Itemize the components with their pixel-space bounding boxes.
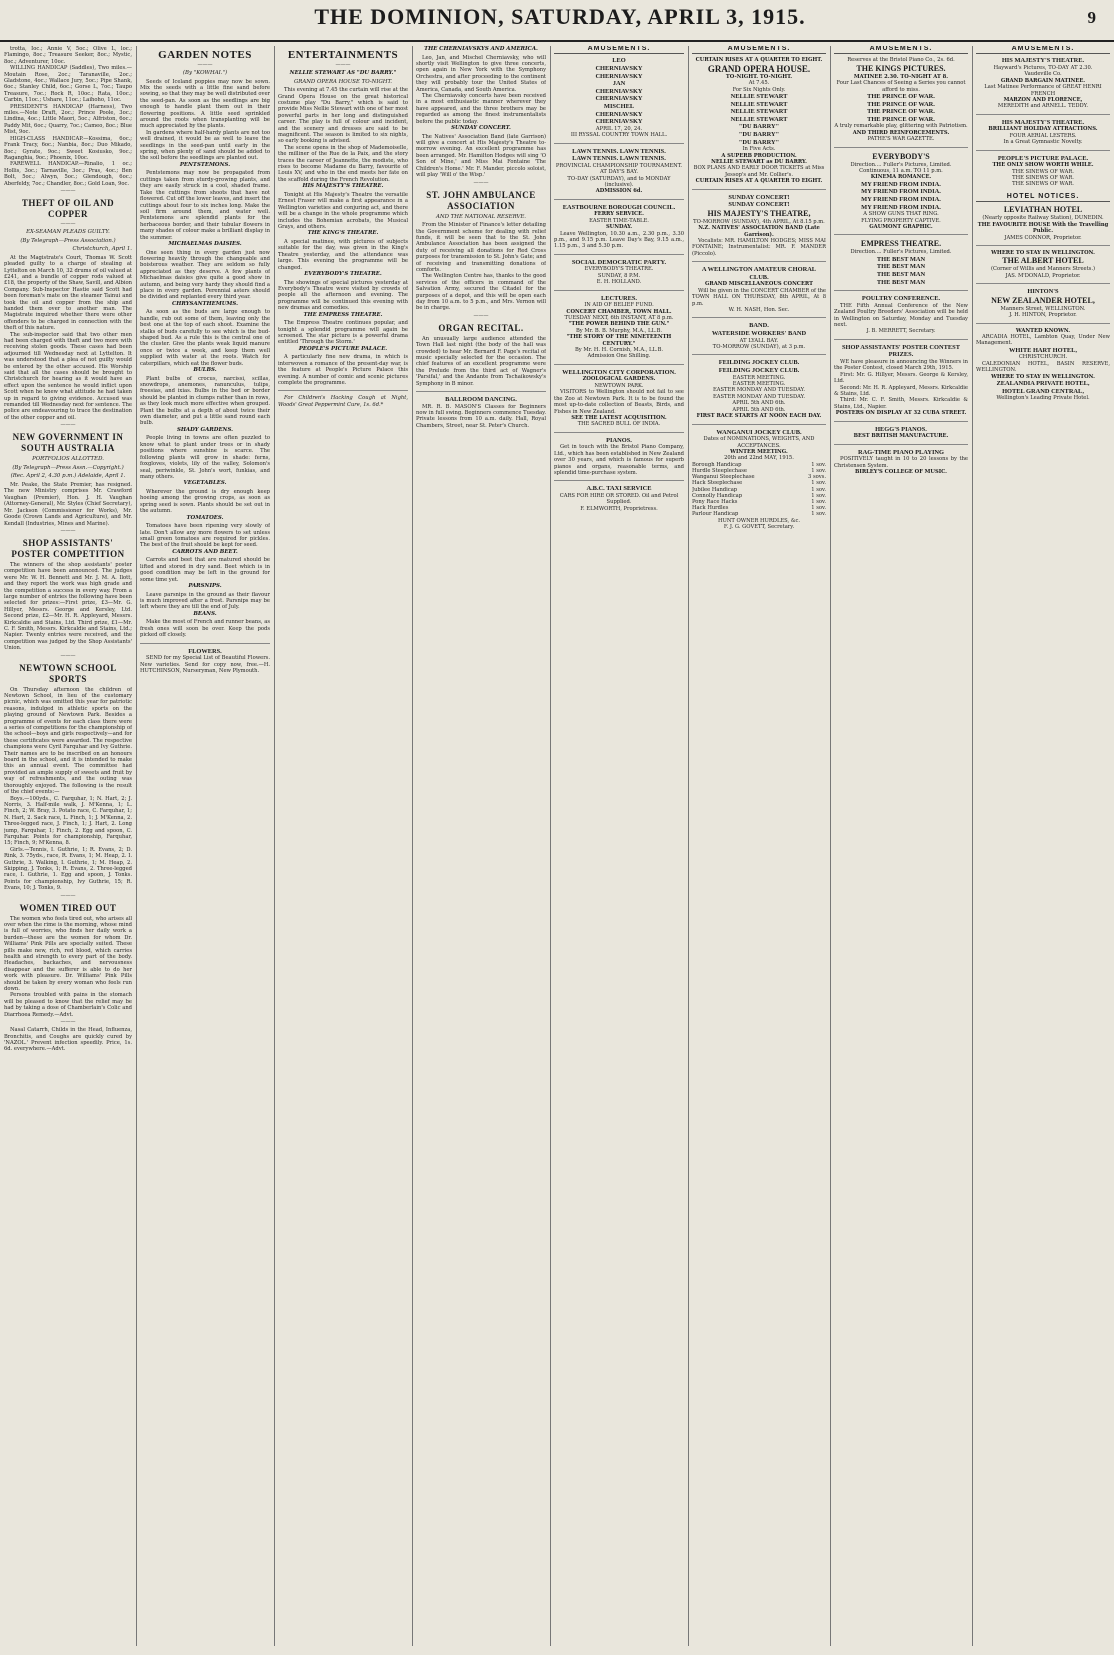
entry-fee: 1 sov. <box>811 480 826 487</box>
concert-chamber-head: CONCERT CHAMBER, TOWN HALL. <box>566 308 672 315</box>
st-john-ambulance-body: From the Minister of Finance's letter detailing the Government scheme for dealing with relief funds, it will be seen that to the St. John Ambulance Association has been assigned the duty of receiving all donations for Red Cross purposes for transmission to St. John's Gate; and of receiving and transmitting donations of comforts. <box>416 222 546 273</box>
british-manufacture: BEST BRITISH MANUFACTURE. <box>853 433 949 440</box>
beans-head: BEANS. <box>193 610 217 617</box>
shady-gardens-head: SHADY GARDENS. <box>176 426 234 433</box>
st-john-ambulance-subhead: AND THE NATIONAL RESERVE. <box>436 213 526 220</box>
social-democratic-date: SUNDAY, 8 P.M. <box>597 272 641 279</box>
cherniavsky-dates: APRIL 17, 20, 24. <box>595 125 643 132</box>
entry-fee: 3 sovs. <box>808 474 826 481</box>
natives-band: N.Z. NATIVES' ASSOCIATION BAND (Late Garrison). <box>698 225 820 238</box>
choral-secretary: W. H. NASH, Hon. Sec. <box>728 307 790 314</box>
grand-opera-house-head: GRAND OPERA HOUSE TO-NIGHT. <box>293 78 393 85</box>
chrysanthemums-head: CHRYSANTHEMUMS. <box>172 300 238 307</box>
where-to-stay-1: WHERE TO STAY IN WELLINGTON. <box>991 249 1095 256</box>
shop-first: First: Mr. G. Hillyer, Messrs. George & Kersley, Ltd. <box>834 371 968 385</box>
race-fields-1: trotta, Ioc.; Annie V, 5oc.; Olive L, loc.; Flamingo, 8oc.; Treasure Seeker, 8oc.; Mystic, 8oc.; Adventurer, 10oc. <box>4 46 132 65</box>
friend-india-4: MY FRIEND FROM INDIA. <box>861 203 941 211</box>
ferry-service-head: FERRY SERVICE. <box>594 211 644 218</box>
goh-du-barry-3: "DU BARRY" <box>738 138 780 146</box>
lawn-tennis-line-3: PROVINCIAL CHAMPIONSHIP TOURNAMENT. <box>555 162 683 169</box>
lecture-power-title: "THE POWER BEHIND THE GUN." <box>568 321 670 328</box>
albert-proprietor: JAS. M'DONALD, Proprietor. <box>1005 272 1081 279</box>
entry-name: Jubilee Handicap <box>692 486 738 493</box>
new-government-headline: NEW GOVERNMENT IN SOUTH AUSTRALIA <box>12 432 124 454</box>
cherniavsky-line-6: CHERNIAVSKY <box>595 95 643 103</box>
pentstemons-body: Pentstemons may now be propagated from cuttings taken from sturdy-growing plants, and they are easily struck in a cool, shaded frame. Take the cuttings from shoots that have not flowered. Cut off the lower leaves, and insert the cuttings about four to six inches long. Make the soil firm around them, and water well. Pentstemons are splendid plants for the herbaceous border, and their tubular flowers in many shades of colour make a brilliant display in the summer. <box>140 170 270 241</box>
peoples-picture-head: PEOPLE'S PICTURE PALACE. <box>298 345 388 352</box>
best-man-1: THE BEST MAN <box>876 255 926 263</box>
wanganui-jc-head: WANGANUI JOCKEY CLUB. <box>716 428 802 436</box>
lawn-tennis-line-5: TO-DAY (SATURDAY), and to MONDAY (inclusive). <box>567 175 671 188</box>
cherniavsky-line-3: CHERNIAVSKY <box>595 72 643 80</box>
posters-display: POSTERS ON DISPLAY AT 32 CUBA STREET. <box>835 410 967 417</box>
entry-name: Hack Hurdles <box>692 505 729 512</box>
white-hart-hotel: WHITE HART HOTEL, <box>1008 346 1078 354</box>
chrysanthemums-body: As soon as the buds are large enough to handle, rub out some of them, leaving only the best one at the top of each shoot. Examine the stalks of buds carefully to see which is the bud-shaped bud. As a rule this is the central one of the cluster. Give the plants weak liquid manure once or twice a week, and keep them well supplied with water at the roots. Watch for caterpillars, which eat the flower buds. <box>140 309 270 367</box>
race-fields-4: HIGH-CLASS HANDICAP.—Kossima, 6oc.; Frank Tracy, 6oc.; Nanbia, 8oc.; Duo Mikado, 8oc.; Gyrate, 9oc.; Sweet Kosiusko, 9oc.; Raganghia, 9oc.; Phoenix, 10oc. <box>4 135 132 161</box>
waterside-date: TO-MORROW (SUNDAY), at 3 p.m. <box>712 344 806 351</box>
newtown-sports-results-girls: Girls.—Tennis, I. Guthrie, 1; R. Evans, 2; D. Rink, 3. 75yds., race, R. Evans, 1; M. Heap, 2. I. Guthrie, 3. Walking, I. Guthrie, 1; M. Heap, 2. Skipping, J. Tonks, 1; R. Evans, 2. Three-legged race, I. Guthrie, 1. Egg and spoon, J. Tonks. Points for championship, Ivy Guthrie, 15; R. Evans, 10; J. Tonks, 9. <box>4 846 132 892</box>
albert-corner: (Corner of Willis and Manners Streets.) <box>990 266 1096 273</box>
kings-last-chances: Four Last Chances of Seeing a Series you cannot afford to miss. <box>836 80 966 93</box>
amusements-header-col5: AMUSEMENTS. <box>554 46 684 54</box>
prince-of-war-4: THE PRINCE OF WAR. <box>867 115 935 123</box>
his-majestys-body: Tonight at His Majesty's Theatre the versatile Ernest Fraser will make a first appearance in a Wellington varieties and conjuring act, and there will be a change in the whole programme which includes the Bohemian acrobats, the Musical Grays, and others. <box>278 191 408 230</box>
best-man-3: THE BEST MAN <box>876 271 926 279</box>
caledonian-hotel: CALEDONIAN HOTEL, BASIN RESERVE, WELLINGTON. <box>976 360 1110 374</box>
cherniavskys-body: Leo, Jan, and Mischel Cherniavsky, who will shortly visit Wellington to give three concerts, open again in New York with the Symphony Orchestra, and after proceeding to the continent they will probably tour the United States of America, Canada, and South America. <box>416 54 546 93</box>
peoples-picture-body: A particularly fine new drama, in which is interwoven a romance of the present-day war, is the feature at People's Picture Palace this evening. A number of comic and scenic pictures complete the programme. <box>278 354 408 386</box>
newtown-sports-body: On Thursday afternoon the children of Newtown School, in lieu of the customary picnic, which was omitted this year for patriotic reasons, indulged in athletic sports on the playing ground of Newtown Park. Besides a programme of events for each class there were a series of competitions for the championship of the school—boys and girls respectively—and for these certificates were awarded. The respective champions were Cyril Farquhar and Ivy Guthrie. Their names are to be inscribed on an honours board in the school, and it is intended to make this an annual event. The committee had provided an ample supply of sweets and fruit by way of refreshments, and the outing was thoroughly enjoyed. The following is the result of the chief events:— <box>4 686 132 796</box>
city-corporation-head: WELLINGTON CITY CORPORATION. <box>562 368 676 376</box>
theft-dateline: Christchurch, April 1. <box>72 246 132 253</box>
band-head: BAND. <box>749 322 769 330</box>
april-dates-1: APRIL 5th AND 6th. <box>732 400 786 407</box>
sunday-concert-head: SUNDAY CONCERT. <box>451 125 511 132</box>
flying-captive: FLYING PROPERTY CAPTIVE. <box>861 217 941 224</box>
ferry-times: Leave Wellington, 10.30 a.m., 2.30 p.m., 3.30 p.m., and 9.15 p.m. Leave Day's Bay, 9.15 a.m., 1.15 p.m., 3 and 5.30 p.m. <box>554 230 684 250</box>
show-guns: A SHOW GUNS THAT RING. <box>863 211 939 218</box>
race-fields-5: FAREWELL HANDICAP.—Rinalio, 1 oc.; Hollis, 3oc.; Tarnaville, 3oc.; Pras, 4oc.; Ben Bolt, 5oc.; Alwyn, 5oc.; Glendough, 6oc.; Aberfeldy, 7oc.; Chandler, 8oc.; Gold Loan, 9oc. <box>4 161 132 187</box>
tomatoes-head: TOMATOES. <box>186 514 224 521</box>
easter-meeting-1: EASTER MEETING. <box>732 374 786 381</box>
gymnastic-novelty: In a Great Gymnastic Novelty. <box>1003 139 1083 146</box>
entry-name: Connolly Handicap <box>692 492 743 499</box>
column-5 <box>554 46 684 1646</box>
best-man-4: THE BEST MAN <box>876 278 926 286</box>
masthead <box>0 0 1114 42</box>
goh-acts: In Five Acts. <box>742 146 776 153</box>
cherniavsky-line-4: JAN <box>612 80 626 88</box>
wanganui-secretary: F. J. G. GOVETT, Secretary. <box>723 523 795 530</box>
easter-days-2: EASTER MONDAY AND TUESDAY. <box>712 393 806 400</box>
goh-stewart-4: NELLIE STEWART <box>730 115 788 123</box>
cough-cure-advert: For Children's Hacking Cough at Night, Woods' Great Peppermint Cure, 1s. 6d.* <box>278 395 408 408</box>
kings-patriotism: A truly remarkable play, glittering with Patriotism. <box>834 123 968 130</box>
cherniavsky-line-2: CHERNIAVSKY <box>595 65 643 72</box>
cherniavsky-line-5: CHERNIAVSKY <box>595 87 643 95</box>
bulbs-head: BULBS. <box>193 367 217 374</box>
goh-six-nights: For Six Nights Only. <box>732 86 786 93</box>
cherniavsky-line-9: CHERNIAVSKY <box>595 118 643 126</box>
lecture-story-by: By Mr. H. H. Cornish, M.A., LL.B. <box>574 347 664 354</box>
meredith-arnell: MEREDITH and ARNELL. TEDDY. <box>997 103 1089 110</box>
social-democratic-sub: EVERYBODY'S THEATRE. <box>584 266 654 273</box>
taxi-head: A.B.C. TAXI SERVICE <box>586 485 652 493</box>
arcadia-hotel: ARCADIA HOTEL, Lambton Quay, Under New Management. <box>976 333 1110 347</box>
cherniavsky-sub: III RYSSAL COUNTRY TOWN HALL. <box>570 132 668 139</box>
manners-street: Manners Street, WELLINGTON. <box>1000 305 1086 312</box>
cherniavsky-line-8: CHERNIAVSKY <box>595 110 643 118</box>
shop-assistants-headline: SHOP ASSISTANTS' POSTER COMPETITION <box>11 537 125 559</box>
garden-notes-headline: GARDEN NOTES <box>158 49 252 61</box>
concert-chamber-date: TUESDAY NEXT, 6th INSTANT, AT 8 p.m. <box>564 315 674 322</box>
new-government-body: Mr. Peake, the State Premier, has resigned. The new Ministry comprises Mr. Crawford Vaughan (Premier), Hon. J. H. Vaughan (Attorney-General), Mr. Styles (Chief Secretary), Mr. Jackson (Commissioner for Works), Mr. Goode (Crown Lands and Agriculture), and Mr. Kendall (Industries, Mines and Marine). <box>4 482 132 527</box>
aerial-lesters: FOUR AERIAL LESTERS. <box>1009 132 1077 139</box>
his-majestys-theatre-1: HIS MAJESTY'S THEATRE. <box>1001 57 1085 65</box>
kings-theatre-body: A special matinee, with pictures of subjects suitable for the day, was given in the King's Theatre yesterday, and the attendance was large. This evening the programme will be changed. <box>278 238 408 271</box>
entry-name: Borough Handicap <box>692 461 742 468</box>
column-2: GARDEN NOTES ——— (By "KOWHAI.") Seeds of Iceland poppies may now be sown. Mix the seeds with a little fine sand before sowing, so that they may be well distributed over the seed-pan. As soon as the seedlings are big enough to handle plant them out in their flowering positions. A little seed sprinkled around the roots when transplanting will be much appreciated by the plants. In gardens where half-hardy plants are not too well drained, it would be as well to leave the seedlings in the seed-pan until early in the spring, when plenty of sand should be added to the soil before the seedlings are planted out. PENTSTEMONS. Pentstemons may now be propagated from cuttings taken from sturdy-growing plants, and they are easily struck in a cool, shaded frame. Take the cuttings from shoots that have not flowered. Cut off the lower leaves, and insert the cuttings about four to six inches long. Make the soil firm around them, and water well. Pentstemons are splendid plants for the herbaceous border, and their tubular flowers in many shades of colour make a brilliant display in the summer. MICHAELMAS DAISIES. One seen thing in every garden just now flowering heavily through the changeable and boisterous weather. They are seldom so fully appreciated as they deserve. A few plants of Michaelmas daisies give quite a good show in autumn, and being very hardy they should find a place in every garden. Perennial asters should be divided and replanted every third year. CHRYSANTHEMUMS. As soon as the buds are large enough to handle, rub out some of them, leaving only the best one at the top of each shoot. Examine the stalks of buds carefully to see which is the bud-shaped bud. As a rule this is the central one of the cluster. Give the plants weak liquid manure once or twice a week, and keep them well supplied with water at the roots. Watch for caterpillars, which eat the flower buds. BULBS. Plant bulbs of crocus, narcissi, scillas, snowdrops, anemones, ranunculus, tulips, freesias, and ixias. Bulbs in the bed or border should be planted in clumps rather than in rows, as they look much more effective when grouped. Plant the bulbs at a depth of about twice their own diameter, and put a little sand round each bulb. SHADY GARDENS. People living in towns are often puzzled to know what to plant under trees or in shady positions where sunshine is scarce. The following plants will grow in shade: ferns, foxgloves, violets, lily of the valley, Solomon's seal, periwinkle, St. John's wort, funkias, and many others. VEGETABLES. Wherever the ground is dry enough keep hoeing among the growing crops, as soon as spring seed is sown. Plants should be set out in the autumn. TOMATOES. Tomatoes have been ripening very slowly of late. Don't allow any more flowers to set unless small green tomatoes are required for pickles. The best of the fruit should be kept for seed. CARROTS AND BEET. Carrots and beet that are matured should be lifted and stored in dry sand. Beet which is in good condition may be left in the ground for some time yet. PARSNIPS. Leave parsnips in the ground as their flavour is much improved after a frost. Parsnips may be left where they are till the end of July. BEANS. Make the most of French and runner beans, as fresh ones will soon be over. Keep the pods picked off closely. FLOWERS. SEND for my Special List of Beautiful Flowers. New varieties. Send for copy now, free.—H. HUTCHINSON, Nurseryman, New Plymouth. <box>140 49 270 674</box>
grand-central-sub: Wellington's Leading Private Hotel. <box>996 395 1090 402</box>
entertainments-headline: ENTERTAINMENTS <box>287 49 399 61</box>
empress-direction: Direction.... Fuller's Pictures, Limited. <box>850 249 952 256</box>
zealandia-hotel: ZEALANDIA PRIVATE HOTEL, <box>996 379 1090 387</box>
goh-tonight: TO-NIGHT. TO-NIGHT. <box>725 73 793 80</box>
bargain-matinee: GRAND BARGAIN MATINEE. <box>1000 77 1086 84</box>
parsnips-body: Leave parsnips in the ground as their flavour is much improved after a frost. Parsnips may be left where they are till the end of July. <box>140 591 270 611</box>
race-fields-2: WILLING HANDICAP (Saddles), Two miles.—Moutain Rose, 2oc.; Taranaville, 2oc.; Gladstone, 4oc.; Wallace Jury, 5oc.; Pipe Shank, 6oc.; Stanley Child, 6oc.; Gorse L, 7oc.; Taupo Treasure, 7oc.; Rock R, 10oc.; Rata, 10oc.; Carbin, 11oc.; Ushare, 11oc.; Laihoho, 11oc. <box>4 65 132 104</box>
reserves-line: Reserves at the Bristol Piano Co., 2s. 6d. <box>847 57 955 64</box>
ragtime-head: RAG-TIME PIANO PLAYING <box>857 448 945 456</box>
wanganui-entries-table <box>692 462 826 518</box>
best-man-2: THE BEST MAN <box>876 263 926 271</box>
newtown-sports-headline: NEWTOWN SCHOOL SPORTS <box>19 662 117 684</box>
amusements-header-col7: AMUSEMENTS. <box>834 46 968 54</box>
empress-theatre-body: The Empress Theatre continues popular, and tonight a splendid programme will again be screened. The star picture is a powerful drama entitled 'Through the Storm.' <box>278 320 408 346</box>
everybodys-theatre-body: The showings of special pictures yesterday at Everybody's Theatre were visited by crowds of people all the afternoon and evening. The programme will be continued this evening with new dramas and comedies. <box>278 279 408 312</box>
poultry-head: POULTRY CONFERENCE. <box>861 295 941 303</box>
cherniavskys-head: THE CHERNIAVSKYS AND AMERICA. <box>424 46 538 52</box>
new-government-byline: (By Telegraph—Press Assn.—Copyright.) <box>12 464 124 471</box>
birley-college: BIRLEY'S COLLEGE OF MUSIC. <box>855 469 947 476</box>
entry-fee: 1 sov. <box>811 461 826 468</box>
column-1: trotta, Ioc.; Annie V, 5oc.; Olive L, loc.; Flamingo, 8oc.; Treasure Seeker, 8oc.; Mystic, 8oc.; Adventurer, 10oc. WILLING HANDICAP (Saddles), Two miles.—Moutain Rose, 2oc.; Taranaville, 2oc.; Gladstone, 4oc.; Wallace Jury, 5oc.; Pipe Shank, 6oc.; Stanley Child, 6oc.; Gorse L, 7oc.; Taupo Treasure, 7oc.; Rock R, 10oc.; Rata, 10oc.; Carbin, 11oc.; Ushare, 11oc.; Laihoho, 11oc. PRESIDENT'S HANDICAP (Harness), Two miles.—Note Draft, 2oc.; Prince Poole, 3oc.; Lindina, 4oc.; Little Maori, 5oc.; Alfriston, 6oc.; Paddy Mit, 6oc.; Quarry, 7oc.; Cameo, 8oc.; Blue Mist, 9oc. HIGH-CLASS HANDICAP.—Kossima, 6oc.; Frank Tracy, 6oc.; Nanbia, 8oc.; Duo Mikado, 8oc.; Gyrate, 9oc.; Sweet Kosiusko, 9oc.; Raganghia, 9oc.; Phoenix, 10oc. FAREWELL HANDICAP.—Rinalio, 1 oc.; Hollis, 3oc.; Tarnaville, 3oc.; Pras, 4oc.; Ben Bolt, 5oc.; Alwyn, 5oc.; Glendough, 6oc.; Aberfeldy, 7oc.; Chandler, 8oc.; Gold Loan, 9oc. ——— THEFT OF OIL AND COPPER ——— EX-SEAMAN PLEADS GUILTY. (By Telegraph—Press Association.) Christchurch, April 1. At the Magistrate's Court, Thomas W. Scott pleaded guilty to a charge of stealing at Lyttelton on March 10, 32 drums of oil valued at £241, and a bundle of copper rods valued at £18, the property of the Shaw, Savill, and Albion Company. Sub-Inspector Hastie said Scott had been foreman's mate on the steamer Tainui and took the oil and copper from the ship and handed them over to another man. The Magistrate inquired whether there were other offenders to be charged in connection with the theft of this nature. The sub-inspector said that two other men had been charged with theft and two more with receiving stolen goods. These cases had been adjourned till Wednesday next at Lyttelton. It was understood that a plea of not guilty would be entered by the other accused. His Worship said that all the cases should be brought to Christchurch for hearing as it would have an effect upon the sentence he would inflict upon Scott when he knew what attitude he had taken up in regard to giving evidence. Accused was remanded till Wednesday next for sentence. The police are endeavouring to trace the destination of the other copper and oil. ——— NEW GOVERNMENT IN SOUTH AUSTRALIA PORTFOLIOS ALLOTTED. (By Telegraph—Press Assn.—Copyright.) (Rec. April 2, 4.30 p.m.) Adelaide, April 1. Mr. Peake, the State Premier, has resigned. The new Ministry comprises Mr. Crawford Vaughan (Premier), Hon. J. H. Vaughan (Attorney-General), Mr. Styles (Chief Secretary), Mr. Jackson (Commissioner for Works), Mr. Goode (Crown Lands and Agriculture), and Mr. Kendall (Industries, Mines and Marine). ——— SHOP ASSISTANTS' POSTER COMPETITION The winners of the shop assistants' poster competition have been announced. The judges were Mr. W. H. Bennett and Mr. J. M. A. Ilott, and they report the work was high grade and the competition a success in every way. From a large number of entries the following have been selected for prizes:—First prize, £3—Mr. G. Hillyer, Messrs. George and Kersley, Ltd. Second prize, £2—Mr. H. R. Appleyard, Messrs. Kirkcaldie and Stains, Ltd. Third prize, £1—Mr. C. F. Smith, Messrs. Kirkcaldie and Stains, Ltd.; Napier. Twenty entries were received, and the competition was judged by the Shop Assistants' Union. ——— NEWTOWN SCHOOL SPORTS On Thursday afternoon the children of Newtown School, in lieu of the customary picnic, which was omitted this year for patriotic reasons, indulged in athletic sports on the playing ground of Newtown Park. Besides a programme of events for each class there were a series of competitions for the championship of the school—boys and girls respectively—and for these certificates were awarded. The respective champions were Cyril Farquhar and Ivy Guthrie. Their names are to be inscribed on an honours board in the school, and it is intended to make this an annual event. The committee had provided an ample supply of sweets and fruit by way of refreshments, and the outing was thoroughly enjoyed. The following is the result of the chief events:— Boys.—100yds., C. Farquhar, 1; N. Hart, 2; J. Norris, 3. Half-mile walk, J. M'Kenna, 1; L. Finch, 2; W. Bray, 3. Potato race, C. Farquhar, 1; N. Hart, 2. Sack race, L. Finch, 1; J. M'Kenna, 2. Three-legged race, J. Finch, 1; J. Hart, 2. Long jump, Farquhar, 1; Finch, 2. Egg and spoon, C. Farquhar. Points for championship, Farquhar, 15; Finch, 9; M'Kenna, 8. Girls.—Tennis, I. Guthrie, 1; R. Evans, 2; D. Rink, 3. 75yds., race, R. Evans, 1; M. Heap, 2. I. Guthrie, 3. Walking, I. Guthrie, 1; M. Heap, 2. Skipping, J. Tonks, 1; R. Evans, 2. Three-legged race, I. Guthrie, 1. Egg and spoon, J. Tonks. Points for championship, Ivy Guthrie, 15; R. Evans, 10; J. Tonks, 9. ——— WOMEN TIRED OUT The women who feels tired out, who arises all over when the rime is the morning, whose mind is full of worries, who finds her daily work a burden—these are the women for whom Dr. Williams' Pink Pills are specially suited. These pills make new, rich, red blood, which carries health and strength to every part of the body. Headaches, backaches, and nervousness disappear and the sufferer is able to do her work with pleasure. Dr. Williams' Pink Pills should be taken by every woman who feels run down. Persons troubled with pains in the stomach will be pleased to know that the relief may be had by taking a dose of Chamberlain's Colic and Diarrhoea Remedy.—Advt. ——— Nasal Catarrh, Childs in the Head, Influenza, Bronchitis, and Coughs are quickly cured by 'NAZOL.' Prevent infection speedily. Price, 1s. 6d. everywhere.—Advt. <box>4 46 132 1053</box>
new-government-dateline: (Rec. April 2, 4.30 p.m.) Adelaide, April 1. <box>10 473 126 480</box>
pianos-body: Get in touch with the Bristol Piano Company, Ltd., which has been established in New Zealand over 30 years, and which is famous for superb pianos and organs, reasonable terms, and splendid time-purchase system. <box>554 444 684 476</box>
social-democratic-speaker: E. H. HOLLAND. <box>596 279 642 286</box>
entry-fee: 1 sov. <box>811 486 826 493</box>
entertainments-para-1: This evening at 7.45 the curtain will rise at the Grand Opera House on the great historical costume play "Du Barry," which is said to provide Miss Nellie Stewart with one of her most powerful parts in her long and distinguished career. The play is full of colour and incident, and the scenery and dresses are said to be magnificent. The season is limited to six nights, so early booking is advised. <box>278 87 408 145</box>
new-government-subhead: PORTFOLIOS ALLOTTED. <box>32 456 104 463</box>
hotel-notices-header: HOTEL NOTICES. <box>976 194 1110 202</box>
leviathan-location: (Nearly opposite Railway Station), DUNEDIN. <box>982 215 1104 222</box>
choral-club-head: A WELLINGTON AMATEUR CHORAL CLUB. <box>701 266 817 281</box>
ballroom-dancing-head: BALLROOM DANCING. <box>445 396 517 404</box>
miscellaneous-concert: GRAND MISCELLANEOUS CONCERT <box>705 281 813 288</box>
lawn-tennis-line-4: AT DAY'S BAY. <box>599 169 639 176</box>
goh-du-barry-1: "DU BARRY" <box>738 123 780 131</box>
parsnips-head: PARSNIPS. <box>188 582 222 589</box>
new-zealander-hotel: NEW ZEALANDER HOTEL, <box>991 295 1095 305</box>
amusements-header-col8: AMUSEMENTS. <box>976 46 1110 54</box>
poultry-secretary: J. B. MERRETT, Secretary. <box>866 328 936 335</box>
entry-fee: 1 sov. <box>811 467 826 474</box>
beans-body: Make the most of French and runner beans, as fresh ones will soon be over. Keep the pods picked off closely. <box>140 619 270 639</box>
zoo-sacred-bull: THE SACRED BULL OF INDIA. <box>577 421 661 428</box>
ferry-sunday: SUNDAY. <box>605 224 633 231</box>
prince-of-war-3: THE PRINCE OF WAR. <box>867 108 935 116</box>
vegetables-head: VEGETABLES. <box>183 480 227 487</box>
goh-stewart-1: NELLIE STEWART <box>730 93 788 101</box>
social-democratic-head: SOCIAL DEMOCRATIC PARTY. <box>571 258 667 266</box>
wanted-known: WANTED KNOWN. <box>1015 327 1071 334</box>
flowers-advert-head: FLOWERS. <box>188 647 222 655</box>
lawn-tennis-line-2: LAWN TENNIS. LAWN TENNIS. <box>572 155 666 163</box>
shop-assistants-body: The winners of the shop assistants' poster competition have been announced. The judges were Mr. W. H. Bennett and Mr. J. M. A. Ilott, and they report the work was high grade and the competition a success in every way. From a large number of entries the following have been selected for prizes:—First prize, £3—Mr. G. Hillyer, Messrs. George and Kersley, Ltd. Second prize, £2—Mr. H. R. Appleyard, Messrs. Kirkcaldie and Stains, Ltd. Third prize, £1—Mr. C. F. Smith, Messrs. Kirkcaldie and Stains, Ltd.; Napier. Twenty entries were received, and the competition was judged by the Shop Assistants' Union. <box>4 561 132 652</box>
curtain-rises: CURTAIN RISES AT A QUARTER TO EIGHT. <box>695 57 823 64</box>
bulbs-body: Plant bulbs of crocus, narcissi, scillas, snowdrops, anemones, ranunculus, tulips, freesias, and ixias. Bulbs in the bed or border should be planted in clumps rather than in rows, as they look much more effective when grouped. Plant the bulbs at a depth of about twice their own diameter, and put a little sand round each bulb. <box>140 375 270 427</box>
waterside-band: WATERSIDE WORKERS' BAND <box>711 330 807 338</box>
relief-head: IN AID OF BELIEF FUND. <box>584 302 654 309</box>
theft-body: At the Magistrate's Court, Thomas W. Scott pleaded guilty to a charge of stealing at Lyttelton on March 10, 32 drums of oil valued at £241, and a bundle of copper rods valued at £18, the property of the Shaw, Savill, and Albion Company. Sub-Inspector Hastie said Scott had been foreman's mate on the steamer Tainui and took the oil and copper from the ship and handed them over to another man. The Magistrate inquired whether there were other offenders to be charged in connection with the theft of this nature. <box>4 254 132 332</box>
albert-hotel: THE ALBERT HOTEL <box>1002 256 1084 266</box>
ragtime-body: POSITIVELY taught in 10 to 20 lessons by the Christensen System. <box>834 456 968 469</box>
theft-headline: THEFT OF OIL AND COPPER <box>21 197 115 219</box>
feilding-jc-1: FEILDING JOCKEY CLUB. <box>718 359 800 367</box>
taxi-foot: F. ELMWORTH, Proprietress. <box>580 505 658 512</box>
sinews-3: THE SINEWS OF WAR. <box>1012 181 1074 188</box>
only-show: THE ONLY SHOW WORTH WHILE. <box>992 162 1094 169</box>
heggs-pianos: HEGG'S PIANOS. <box>875 425 927 433</box>
shop-third: Third: Mr. C. F. Smith, Messrs. Kirkcaldie & Stains, Ltd., Napier. <box>834 397 968 410</box>
marzon-florence: MARZON AND FLORENCE, <box>1003 97 1083 104</box>
vegetables-body: Wherever the ground is dry enough keep hoeing among the growing crops, as soon as spring seed is sown. Plants should be set out in the autumn. <box>140 488 270 515</box>
carrots-head: CARROTS AND BEET. <box>172 548 238 555</box>
hintons: HINTON'S <box>1027 288 1059 296</box>
lectures-head: LECTURES. <box>600 294 638 302</box>
column-3: ENTERTAINMENTS ——— NELLIE STEWART AS "DU BARRY." GRAND OPERA HOUSE TO-NIGHT. This evening at 7.45 the curtain will rise at the Grand Opera House on the great historical costume play "Du Barry," which is said to provide Miss Nellie Stewart with one of her most powerful parts in her long and distinguished career. The play is full of colour and incident, and the scenery and dresses are said to be magnificent. The season is limited to six nights, so early booking is advised. The scene opens in the shop of Mademoiselle, the milliner of the Rue de la Paix, and the story traces the career of Jeannette, the modiste, who rises to become Madame du Barry, favourite of Louis XV, and who in the end meets her fate on the scaffold during the French Revolution. HIS MAJESTY'S THEATRE. Tonight at His Majesty's Theatre the versatile Ernest Fraser will make a first appearance in a Wellington varieties and conjuring act, and there will be a change in the whole programme which includes the Bohemian acrobats, the Musical Grays, and others. THE KING'S THEATRE. A special matinee, with pictures of subjects suitable for the day, was given in the King's Theatre yesterday, and the attendance was large. This evening the programme will be changed. EVERYBODY'S THEATRE. The showings of special pictures yesterday at Everybody's Theatre were visited by crowds of people all the afternoon and evening. The programme will be continued this evening with new dramas and comedies. THE EMPRESS THEATRE. The Empress Theatre continues popular, and tonight a splendid programme will again be screened. The star picture is a powerful drama entitled 'Through the Storm.' PEOPLE'S PICTURE PALACE. A particularly fine new drama, in which is interwoven a romance of the present-day war, is the feature at People's Picture Palace this evening. A number of comic and scenic pictures complete the programme. For Children's Hacking Cough at Night, Woods' Great Peppermint Cure, 1s. 6d.* <box>278 49 408 408</box>
empress-theatre-head: THE EMPRESS THEATRE. <box>303 311 383 318</box>
sinews-1: THE SINEWS OF WAR. <box>1012 168 1074 175</box>
poultry-body: THE Fifth Annual Conference of the New Zealand Poultry Breeders' Association will be held in Wellington on Saturday, Monday and Tuesday next. <box>834 302 968 329</box>
carrots-body: Carrots and beet that are matured should be lifted and stored in dry sand. Beet which is in good condition may be left in the ground for some time yet. <box>140 557 270 583</box>
tomatoes-body: Tomatoes have been ripening very slowly of late. Don't allow any more flowers to set unless small green tomatoes are required for pickles. The best of the fruit should be kept for seed. <box>140 523 270 549</box>
kinema-romance: KINEMA ROMANCE. <box>870 174 932 181</box>
his-majestys-ad: HIS MAJESTY'S THEATRE, <box>707 208 811 218</box>
april-dates-2: APRIL 5th AND 6th. <box>732 406 786 413</box>
friend-india-2: MY FRIEND FROM INDIA. <box>861 188 941 196</box>
entry-name: Parlour Handicap <box>692 511 739 518</box>
his-majestys-date: TO-MORROW (SUNDAY), 4th APRIL, At 8.15 p.m. <box>693 218 825 225</box>
peoples-palace-ad: PEOPLE'S PICTURE PALACE. <box>997 154 1089 162</box>
kings-times: MATINEE 2.30. TO-NIGHT AT 8. <box>853 73 949 80</box>
women-tired-footnote: Persons troubled with pains in the stomach will be pleased to know that the relief may be had by taking a dose of Chamberlain's Colic and Diarrhoea Remedy.—Advt. <box>4 992 132 1018</box>
cherniavsky-line-7: MISCHEL <box>603 102 635 110</box>
race-fields-3: PRESIDENT'S HANDICAP (Harness), Two miles.—Note Draft, 2oc.; Prince Poole, 3oc.; Lindina, 4oc.; Little Maori, 5oc.; Alfriston, 6oc.; Paddy Mit, 6oc.; Quarry, 7oc.; Cameo, 8oc.; Blue Mist, 9oc. <box>4 103 132 136</box>
zoo-sub: NEWTOWN PARK. <box>594 382 644 389</box>
entry-fee: 1 sov. <box>811 498 826 505</box>
easter-meeting-2: EASTER MEETING. <box>732 381 786 388</box>
entry-name: Hack Steeplechase <box>692 480 743 487</box>
newspaper-title: THE DOMINION, SATURDAY, APRIL 3, 1915. <box>314 4 806 29</box>
taxi-body: CARS FOR HIRE OR STORED. Oil and Petrol Supplied. <box>559 492 679 506</box>
nazol-advert: Nasal Catarrh, Childs in the Head, Influenza, Bronchitis, and Coughs are quickly cured by 'NAZOL.' Prevent infection speedily. Price, 1s. 6d. everywhere.—Advt. <box>4 1027 132 1053</box>
everybodys-theatre-head: EVERYBODY'S THEATRE. <box>304 270 382 277</box>
grand-opera-house-ad: GRAND OPERA HOUSE. <box>707 63 811 74</box>
garden-notes-byline: (By "KOWHAI.") <box>182 70 228 76</box>
organ-recital-body: An unusually large audience attended the Town Hall last night (the body of the hall was crowded) to hear Mr. Bernard F. Page's recital of music specially selected for the occasion. The chief features of an excellent programme were the Prelude from the third act of Wagner's 'Parsifal,' and the Andante from Tschaikowsky's Symphony in B minor. <box>416 335 546 387</box>
grand-central-hotel: HOTEL GRAND CENTRAL, <box>1002 387 1084 395</box>
page-number: 9 <box>1087 8 1096 27</box>
lawn-tennis-line-1: LAWN TENNIS. LAWN TENNIS. <box>572 147 666 155</box>
feilding-jc-2: FEILDING JOCKEY CLUB. <box>718 367 800 375</box>
wanganui-jc-sub: Dates of NOMINATIONS, WEIGHTS, AND ACCEPTANCES. <box>703 436 815 449</box>
zoo-latest: SEE THE LATEST ACQUISITION. <box>571 414 667 421</box>
prince-of-war-1: THE PRINCE OF WAR. <box>867 93 935 101</box>
entertainments-para-2: The scene opens in the shop of Mademoiselle, the milliner of the Rue de la Paix, and the story traces the career of Jeannette, the modiste, who rises to become Madame du Barry, favourite of Louis XV, and who in the end meets her fate on the scaffold during the French Revolution. <box>278 144 408 183</box>
friend-india-1: MY FRIEND FROM INDIA. <box>861 180 941 188</box>
sunday-concert-1: SUNDAY CONCERT! <box>728 193 790 201</box>
empress-ad: EMPRESS THEATRE. <box>860 239 942 249</box>
entry-name: Wanganui Steeplechase <box>692 474 755 481</box>
goh-superb: A SUPERB PRODUCTION. <box>721 152 797 159</box>
ballroom-dancing-body: MR. R. B. MASON'S Classes for Beginners now in full swing. Beginners commence Tuesday. Private lessons from 10 a.m. daily. Hall, Royal Chambers, Street, near St. Peter's Church. <box>416 403 546 429</box>
goh-du-barry-2: "DU BARRY" <box>738 131 780 138</box>
vaudeville-co: Vaudeville Co. <box>1024 71 1062 78</box>
henri-french: Last Matinee Performance of GREAT HENRI FRENCH <box>984 84 1102 97</box>
garden-notes-para-2: In gardens where half-hardy plants are not too well drained, it would be as well to leave the seedlings in the seed-pan until early in the spring, when plenty of sand should be added to the soil before the seedlings are planted out. <box>140 129 270 162</box>
concert-soloists: Vocalists: MR. HAMILTON HODGES; MISS MAI FONTAINE; Instrumentalist: MR. F. MANDER (Piccolo). <box>692 238 826 257</box>
theft-byline: (By Telegraph—Press Association.) <box>20 237 116 244</box>
garden-notes-para-1: Seeds of Iceland poppies may now be sown. Mix the seeds with a little fine sand before sowing, so that they may be well distributed over the seed-pan. As soon as the seedlings are big enough to handle plant them out in their flowering positions. A little seed sprinkled around the roots when transplanting will be much appreciated by the plants. <box>140 78 270 130</box>
cherniavskys-body-2: The Cherniavsky concerts have been received in a most enthusiastic manner wherever they have appeared, and the three brothers may be regarded as among the finest instrumentalists before the public today. <box>416 93 546 125</box>
shop-contest-body: WE have pleasure in announcing the Winners in the Poster Contest, closed March 29th, 1915. <box>834 359 968 372</box>
st-john-ambulance-headline: ST. JOHN AMBULANCE ASSOCIATION <box>426 189 536 211</box>
haywards-pictures: Hayward's Pictures, TO-DAY AT 2.30. <box>993 65 1093 71</box>
kings-theatre-head: THE KING'S THEATRE. <box>307 230 379 237</box>
column-6 <box>692 46 826 1646</box>
shady-gardens-body: People living in towns are often puzzled to know what to plant under trees or in shady positions where sunshine is scarce. The following plants will grow in shade: ferns, foxgloves, violets, lily of the valley, Solomon's seal, periwinkle, St. John's wort, funkias, and many others. <box>140 435 270 480</box>
goh-stewart-2: NELLIE STEWART <box>730 100 788 108</box>
zoo-body: VISITORS to Wellington should not fail to see the Zoo at Newtown Park. It is to be found the most up-to-date collection of Beasts, Birds, and Fishes in New Zealand. <box>554 389 684 415</box>
leviathan-proprietor: JAMES CONNOR, Proprietor. <box>1004 234 1082 241</box>
leviathan-favourite: THE FAVOURITE HOUSE With the Travelling Public. <box>977 221 1109 235</box>
his-majestys-head: HIS MAJESTY'S THEATRE. <box>302 183 384 190</box>
entry-name: Hurdle Steeplechase <box>692 467 747 474</box>
goh-stewart-3: NELLIE STEWART <box>730 108 788 116</box>
shop-second: Second: Mr. H. R. Appleyard, Messrs. Kirkcaldie & Stains, Ltd. <box>834 384 968 398</box>
nellie-stewart-head: NELLIE STEWART AS "DU BARRY." <box>289 70 397 76</box>
theft-subhead: EX-SEAMAN PLEADS GUILTY. <box>26 228 110 235</box>
entry-fee: 1 sov. <box>811 505 826 512</box>
where-to-stay-2: WHERE TO STAY IN WELLINGTON. <box>991 373 1095 380</box>
pianos-head: PIANOS. <box>606 436 632 444</box>
everybodys-hours: Continuous, 11 a.m. TO 11 p.m. <box>859 168 943 175</box>
third-reinforcements: AND THIRD REINFORCEMENTS. <box>852 129 950 136</box>
column-8 <box>976 46 1110 1646</box>
goh-box-plans: BOX PLANS AND EARLY DOOR TICKETS at Miss Jessop's and Mr. Collier's. <box>693 165 825 178</box>
wanganui-winter: WINTER MEETING. <box>730 448 788 455</box>
everybodys-ad: EVERYBODY'S <box>872 151 930 161</box>
theft-body-2: The sub-inspector said that two other men had been charged with theft and two more with receiving stolen goods. These cases had been adjourned till Wednesday next at Lyttelton. It was understood that a plea of not guilty would be entered by the other accused. His Worship said that all the cases should be brought to Christchurch for hearing as it would have an effect upon the sentence he would inflict upon Scott when he knew what attitude he had taken up in regard to giving evidence. Accused was remanded till Wednesday next for sentence. The police are endeavouring to trace the destination of the other copper and oil. <box>4 331 132 421</box>
lecture-power-by: By Mr. B. B. Murphy, M.A., LL.B. <box>575 327 663 334</box>
st-john-ambulance-body-2: The Wellington Centre has, thanks to the good services of the officers in command of the Salvation Army, secured the Citadel for the purposes of a depot, and this will be open each day from 10 a.m. to 5 p.m., and Mrs. Vernon will be in charge. <box>416 273 546 312</box>
entry-name: Pony Race Hacks <box>692 498 738 505</box>
holiday-attractions: BRILLIANT HOLIDAY ATTRACTIONS. <box>988 126 1098 133</box>
pentstemons-head: PENTSTEMONS. <box>179 161 231 168</box>
gaumont-graphic: GAUMONT GRAPHIC. <box>869 224 933 231</box>
goh-nellie-as: NELLIE STEWART as DU BARRY. <box>711 159 807 165</box>
sunday-concert-2: SUNDAY CONCERT! <box>728 201 790 209</box>
entry-fee: 1 sov. <box>811 511 826 518</box>
wanganui-hunt: HUNT OWNER HURDLES, &c. <box>717 517 801 524</box>
easter-days-1: EASTER MONDAY AND TUESDAY. <box>712 387 806 394</box>
prince-of-war-2: THE PRINCE OF WAR. <box>867 100 935 108</box>
goh-time: At 7.45. <box>748 80 770 87</box>
pathe-gazette: PATHE'S WAR GAZETTE. <box>867 136 935 143</box>
hinton-proprietor: J. H. HINTON, Proprietor. <box>1009 312 1077 319</box>
town-hall-date: Will be given in the CONCERT CHAMBER of the TOWN HALL ON THURSDAY, 8th APRIL, At 8 p.m. <box>692 287 826 307</box>
amusements-header-col6: AMUSEMENTS. <box>692 46 826 54</box>
lecture-admission: Admission One Shilling. <box>587 353 651 360</box>
sinews-2: THE SINEWS OF WAR. <box>1012 175 1074 182</box>
eastbourne-head: EASTBOURNE BOROUGH COUNCIL. <box>562 203 676 211</box>
first-race: FIRST RACE STARTS AT NOON EACH DAY. <box>696 413 822 420</box>
leviathan-hotel: LEVIATHAN HOTEL <box>1003 205 1083 215</box>
lawn-tennis-admission: ADMISSION 6d. <box>595 188 643 195</box>
lecture-story-title: "THE STORY OF THE NINETEENTH CENTURY." <box>566 334 672 347</box>
kings-pictures-ad: THE KINGS PICTURES. <box>856 63 946 73</box>
entry-fee: 1 sov. <box>811 492 826 499</box>
friend-india-3: MY FRIEND FROM INDIA. <box>861 196 941 204</box>
organ-recital-headline: ORGAN RECITAL. <box>438 322 524 333</box>
women-tired-headline: WOMEN TIRED OUT <box>19 902 117 913</box>
wanganui-dates: 20th and 22nd MAY, 1915. <box>724 455 794 462</box>
ferry-service-sub: EASTER TIME-TABLE. <box>589 217 649 224</box>
cherniavsky-line-1: LEO <box>612 57 626 65</box>
flowers-advert-body: SEND for my Special List of Beautiful Flowers. New varieties. Send for copy now, free.—H. HUTCHINSON, Nurseryman, New Plymouth. <box>140 655 270 674</box>
sunday-concert-body: The Natives' Association Band (late Garrison) will give a concert at His Majesty's Theatre to-morrow evening. An excellent programme has been arranged. Mr. Hamilton Hodges will sing 'O Son of Mine,' and Miss Mai Fontaine 'The Children's Home.' Mr. F. Mander, piccolo soloist, will play 'Will o' the Wisp.' <box>416 133 546 179</box>
curtain-rises-2: CURTAIN RISES AT A QUARTER TO EIGHT. <box>695 178 823 185</box>
newtown-sports-results-boys: Boys.—100yds., C. Farquhar, 1; N. Hart, 2; J. Norris, 3. Half-mile walk, J. M'Kenna, 1; L. Finch, 2; W. Bray, 3. Potato race, C. Farquhar, 1; N. Hart, 2. Sack race, L. Finch, 1; J. M'Kenna, 2. Three-legged race, J. Finch, 1; J. Hart, 2. Long jump, Farquhar, 1; Finch, 2. Egg and spoon, C. Farquhar. Points for championship, Farquhar, 15; Finch, 9; M'Kenna, 8. <box>4 795 132 847</box>
waterside-location: AT LYALL BAY. <box>739 337 779 344</box>
michaelmas-head: MICHAELMAS DAISIES. <box>168 240 242 247</box>
column-4: THE CHERNIAVSKYS AND AMERICA. Leo, Jan, and Mischel Cherniavsky, who will shortly visit Wellington to give three concerts, open again in New York with the Symphony Orchestra, and after proceeding to the continent they will probably tour the United States of America, Canada, and South America. The Cherniavsky concerts have been received in a most enthusiastic manner wherever they have appeared, and the three brothers may be regarded as among the finest instrumentalists before the public today. SUNDAY CONCERT. The Natives' Association Band (late Garrison) will give a concert at His Majesty's Theatre to-morrow evening. An excellent programme has been arranged. Mr. Hamilton Hodges will sing 'O Son of Mine,' and Miss Mai Fontaine 'The Children's Home.' Mr. F. Mander, piccolo soloist, will play 'Will o' the Wisp.' ——— ST. JOHN AMBULANCE ASSOCIATION AND THE NATIONAL RESERVE. From the Minister of Finance's letter detailing the Government scheme for dealing with relief funds, it will be seen that to the St. John Ambulance Association has been assigned the duty of receiving all donations for Red Cross purposes for transmission to St. John's Gate; and of receiving and transmitting donations of comforts. The Wellington Centre has, thanks to the good services of the officers in command of the Salvation Army, secured the Citadel for the purposes of a depot, and this will be open each day from 10 a.m. to 5 p.m., and Mrs. Vernon will be in charge. ——— ORGAN RECITAL. An unusually large audience attended the Town Hall last night (the body of the hall was crowded) to hear Mr. Bernard F. Page's recital of music specially selected for the occasion. The chief features of an excellent programme were the Prelude from the third act of Wagner's 'Parsifal,' and the Andante from Tschaikowsky's Symphony in B minor. BALLROOM DANCING. MR. R. B. MASON'S Classes for Beginners now in full swing. Beginners commence Tuesday. Private lessons from 10 a.m. daily. Hall, Royal Chambers, Street, near St. Peter's Church. <box>416 46 546 429</box>
zoo-head: ZOOLOGICAL GARDENS. <box>582 376 656 383</box>
women-tired-body: The women who feels tired out, who arises all over when the rime is the morning, whose mind is full of worries, who finds her daily work a burden—these are the women for whom Dr. Williams' Pink Pills are specially suited. These pills make new, rich, red blood, which carries health and strength to every part of the body. Headaches, backaches, and nervousness disappear and the sufferer is able to do her work with pleasure. Dr. Williams' Pink Pills should be taken by every woman who feels run down. <box>4 915 132 993</box>
his-majestys-theatre-2: HIS MAJESTY'S THEATRE. <box>1001 118 1085 126</box>
everybodys-direction: Direction.... Fuller's Pictures, Limited. <box>850 161 952 168</box>
shop-contest-head: SHOP ASSISTANTS' POSTER CONTEST PRIZES. <box>842 343 960 359</box>
michaelmas-body: One seen thing in every garden just now flowering heavily through the changeable and boisterous weather. They are seldom so fully appreciated as they deserve. A few plants of Michaelmas daisies give quite a good show in autumn, and being very hardy they should find a place in every garden. Perennial asters should be divided and replanted every third year. <box>140 249 270 301</box>
column-7 <box>834 46 968 1646</box>
christchurch: CHRISTCHURCH. <box>1018 354 1068 361</box>
